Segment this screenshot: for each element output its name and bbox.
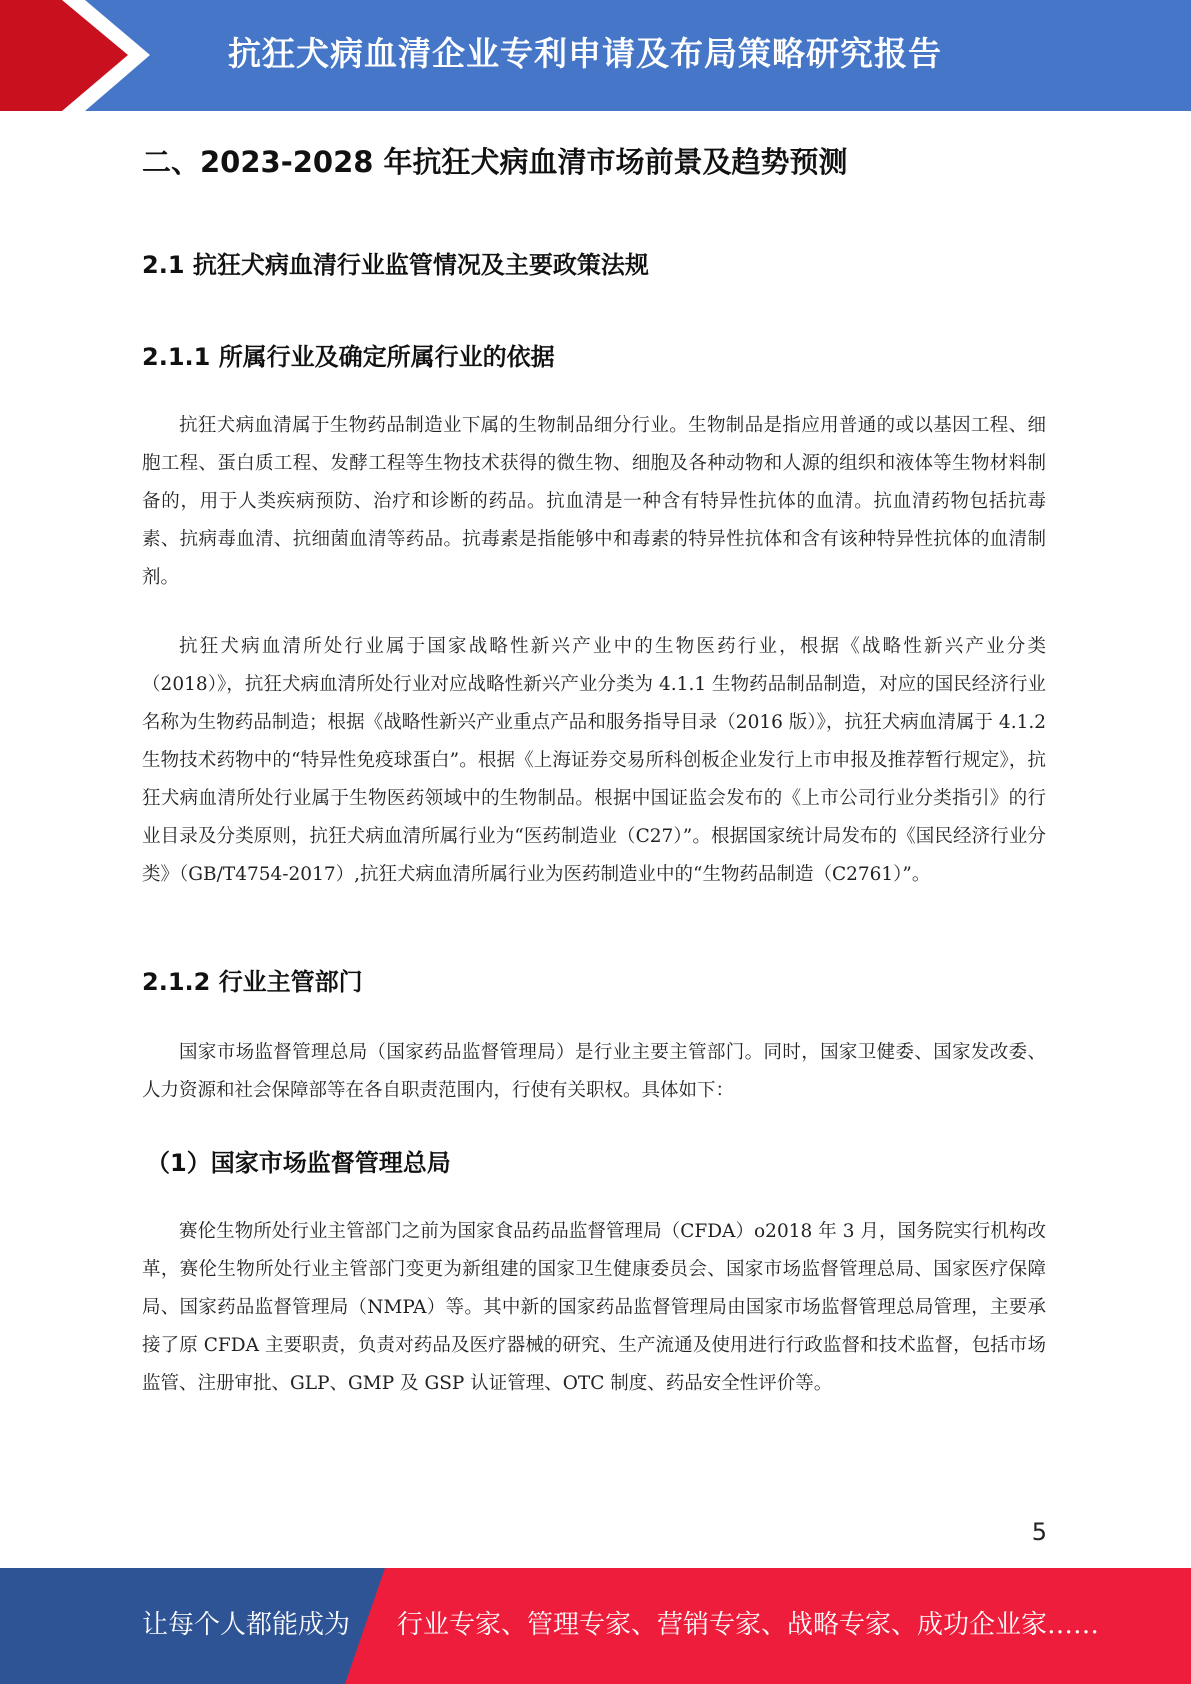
page-header [0, 0, 1191, 111]
heading-2-1: 2.1 抗狂犬病血清行业监管情况及主要政策法规 [142, 251, 649, 279]
paragraph-2-1-1-a: 抗狂犬病血清属于生物药品制造业下属的生物制品细分行业。生物制品是指应用普通的或以基因工程、细胞工程、蛋白质工程、发酵工程等生物技术获得的微生物、细胞及各种动物和人源的组织和液体等生物材料制备的，用于人类疾病预防、治疗和诊断的药品。抗血清是一种含有特异性抗体的血清。抗血清药物包括抗毒素、抗病毒血清、抗细菌血清等药品。抗毒素是指能够中和毒素的特异性抗体和含有该种特异性抗体的血清制剂。 [142, 415, 1046, 588]
footer-slogan-right: 行业专家、管理专家、营销专家、战略专家、成功企业家…… [397, 1610, 1100, 1640]
footer-slogan-left: 让每个人都能成为 [142, 1610, 351, 1640]
section-title: 二、2023-2028 年抗狂犬病血清市场前景及趋势预测 [142, 145, 848, 179]
paragraph-subsection-1: 赛伦生物所处行业主管部门之前为国家食品药品监督管理局（CFDA）o2018 年 3 月，国务院实行机构改革，赛伦生物所处行业主管部门变更为新组建的国家卫生健康委员会、国家市场监督管理总局、国家医疗保障局、国家药品监督管理局（NMPA）等。其中新的国家药品监督管理局由国家市场监督管理总局管理，主要承接了原 CFDA 主要职责，负责对药品及医疗器械的研究、生产流通及使用进行行政监督和技术监督，包括市场监管、注册审批、GLP、GMP 及 GSP 认证管理、OTC 制度、药品安全性评价等。 [142, 1221, 1046, 1394]
page-footer [0, 1568, 1191, 1684]
paragraph-2-1-2: 国家市场监督管理总局（国家药品监督管理局）是行业主要主管部门。同时，国家卫健委、国家发改委、人力资源和社会保障部等在各自职责范围内，行使有关职权。具体如下： [142, 1042, 1046, 1101]
subsection-heading-1: （1）国家市场监督管理总局 [146, 1149, 451, 1177]
paragraph-2-1-1-b: 抗狂犬病血清所处行业属于国家战略性新兴产业中的生物医药行业，根据《战略性新兴产业分类（2018）》，抗狂犬病血清所处行业对应战略性新兴产业分类为 4.1.1 生物药品制品制造，对应的国民经济行业名称为生物药品制造；根据《战略性新兴产业重点产品和服务指导目录（2016 版）》，抗狂犬病血清属于 4.1.2 生物技术药物中的“特异性免疫球蛋白”。根据《上海证券交易所科创板企业发行上市申报及推荐暂行规定》，抗狂犬病血清所处行业属于生物医药领域中的生物制品。根据中国证监会发布的《上市公司行业分类指引》的行业目录及分类原则，抗狂犬病血清所属行业为“医药制造业（C27）”。根据国家统计局发布的《国民经济行业分类》（GB/T4754-2017）,抗狂犬病血清所属行业为医药制造业中的“生物药品制造（C2761）”。 [142, 636, 1046, 885]
heading-2-1-2: 2.1.2 行业主管部门 [142, 968, 363, 996]
page-number: 5 [1031, 1518, 1047, 1546]
document-title: 抗狂犬病血清企业专利申请及布局策略研究报告 [228, 34, 942, 73]
heading-2-1-1: 2.1.1 所属行业及确定所属行业的依据 [142, 343, 555, 371]
